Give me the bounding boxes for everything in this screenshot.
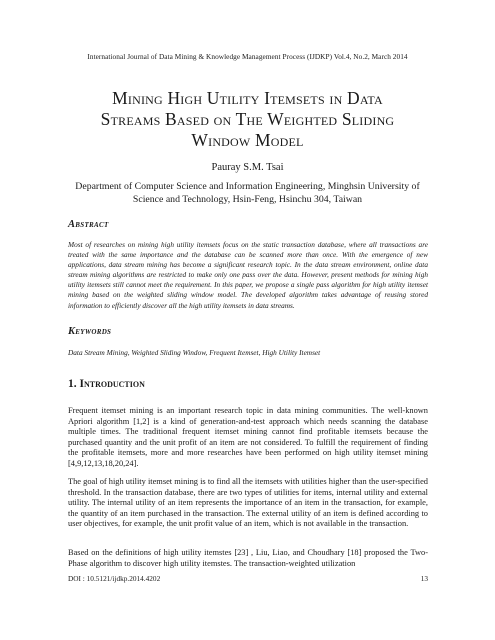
intro-paragraph-1: Frequent itemset mining is an important research topic in data mining communities. The well-known Apriori algorithm [1,2] is a kind of generation-and-test approach which needs scanning the database multiple times. The traditional frequent itemset mining cannot find profitable itemsets because the purchased quantity and the unit profit of an item are not considered. To fulfill the requirement of finding the profitable itemsets, more and more researches have been performed on high utility itemset mining [4,9,12,13,18,20,24]. bbox=[68, 406, 428, 468]
title-line-3: Window Model bbox=[191, 130, 304, 150]
affiliation-line-2: Science and Technology, Hsin-Feng, Hsinchu 304, Taiwan bbox=[132, 193, 363, 205]
footer-doi: DOI : 10.5121/ijdkp.2014.4202 bbox=[68, 574, 161, 583]
author-name: Pauray S.M. Tsai bbox=[211, 162, 284, 173]
intro-paragraph-3: Based on the definitions of high utility itemstes [23] , Liu, Liao, and Choudhary [18] proposed the Two-Phase algorithm to discover high utility itemstes. The transaction-weighted utilization bbox=[68, 548, 428, 568]
section-heading-introduction: 1. Introduction bbox=[68, 378, 145, 390]
journal-header: International Journal of Data Mining & Knowledge Management Process (IJDKP) Vol.4, No.2, March 2014 bbox=[87, 52, 408, 61]
affiliation bbox=[40, 181, 455, 206]
affiliation-line-1: Department of Computer Science and Information Engineering, Minghsin University of bbox=[75, 181, 420, 192]
title-line-1: Mining High Utility Itemsets in Data bbox=[112, 88, 383, 108]
keywords-heading: Keywords bbox=[68, 326, 112, 337]
title-line-2: Streams Based on The Weighted Sliding bbox=[100, 109, 395, 129]
abstract-text: Most of researches on mining high utility itemsets focus on the static transaction database, where all transactions are treated with the same importance and the database can be scanned more than once. With the emergence of new applications, data stream mining has become a significant research topic. In the data stream environment, online data stream mining algorithms are restricted to make only one pass over the data. However, present methods for mining high utility itemsets still cannot meet the requirement. In this paper, we propose a single pass algorithm for high utility itemset mining based on the weighted sliding window model. The developed algorithm takes advantage of reusing stored information to efficiently discover all the high utility itemsets in data streams. bbox=[68, 240, 428, 310]
keywords-text: Data Stream Mining, Weighted Sliding Window, Frequent Itemset, High Utility Itemset bbox=[68, 348, 321, 357]
abstract-heading: Abstract bbox=[68, 219, 109, 230]
footer-page-number: 13 bbox=[420, 574, 428, 583]
intro-paragraph-2: The goal of high utility itemset mining is to find all the itemsets with utilities higher than the user-specified threshold. In the transaction database, there are two types of utilities for items, internal utility and external utility. The internal utility of an item represents the importance of an item in the transaction, for example, the quantity of an item purchased in the transaction. The external utility of an item is defined according to user objectives, for example, the unit profit value of an item, which is not available in the transaction. bbox=[68, 477, 428, 529]
paper-title bbox=[40, 88, 455, 151]
